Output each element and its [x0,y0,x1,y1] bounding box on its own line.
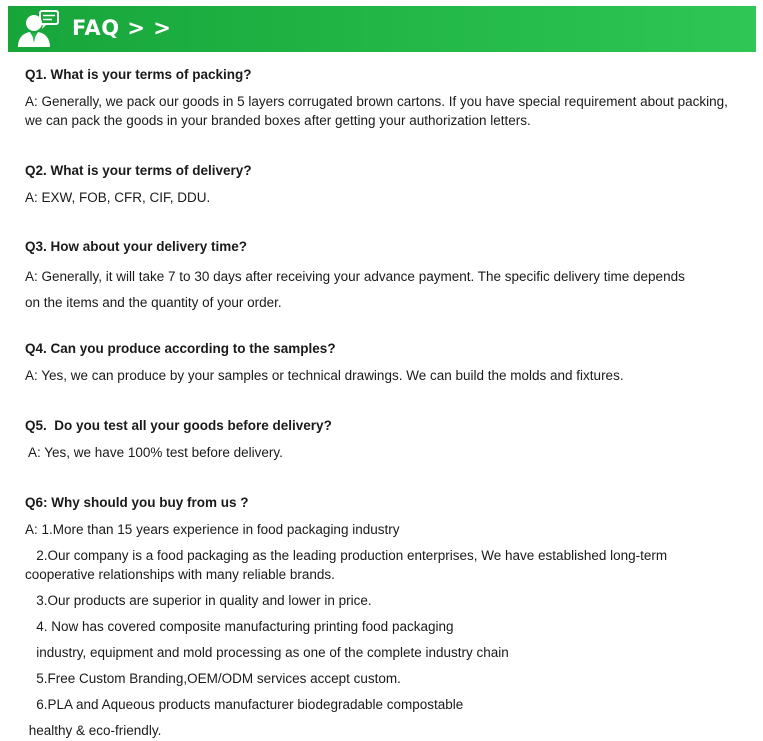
faq-answer: A: Yes, we can produce by your samples or technical drawings. We can build the molds and fixtures. [25,368,624,383]
faq-item-1 [25,66,745,130]
faq-title: FAQ > > [72,16,172,40]
faq-answer-line: 2.Our company is a food packaging as the leading production enterprises, We have established long-term [25,548,668,563]
faq-answer-line: 6.PLA and Aqueous products manufacturer biodegradable compostable [25,697,464,712]
user-chat-icon [12,9,60,49]
faq-answer: A: Generally, we pack our goods in 5 layers corrugated brown cartons. If you have special requirement about packing, we can pack the goods in your branded boxes after getting your authorization letters. [25,94,728,128]
faq-answer-line: A: 1.More than 15 years experience in food packaging industry [25,522,400,537]
faq-item-6 [25,494,745,740]
faq-question: Q3. How about your delivery time? [25,239,248,254]
faq-item-5 [25,417,745,462]
faq-item-4 [25,340,745,385]
faq-answer-line: healthy & eco-friendly. [25,723,162,738]
faq-question: Q1. What is your terms of packing? [25,67,252,82]
faq-answer: A: Yes, we have 100% test before delivery. [25,445,283,460]
faq-question: Q5. Do you test all your goods before delivery? [25,418,332,433]
faq-answer-line: industry, equipment and mold processing as one of the complete industry chain [25,645,509,660]
faq-question: Q4. Can you produce according to the samples? [25,341,336,356]
faq-answer-line: 4. Now has covered composite manufacturing printing food packaging [25,619,454,634]
faq-item-3 [25,238,745,316]
faq-answer-line: 5.Free Custom Branding,OEM/ODM services accept custom. [25,671,401,686]
faq-answer-line: 3.Our products are superior in quality and lower in price. [25,593,372,608]
faq-banner [8,6,756,52]
faq-question: Q6: Why should you buy from us ? [25,495,249,510]
faq-list [25,66,745,740]
faq-answer-line: on the items and the quantity of your order. [25,295,282,310]
faq-answer-line: A: Generally, it will take 7 to 30 days after receiving your advance payment. The specific delivery time depends [25,269,685,284]
faq-answer: A: EXW, FOB, CFR, CIF, DDU. [25,190,211,205]
faq-question: Q2. What is your terms of delivery? [25,163,252,178]
faq-answer-line: cooperative relationships with many reliable brands. [25,567,335,582]
faq-item-2 [25,162,745,207]
